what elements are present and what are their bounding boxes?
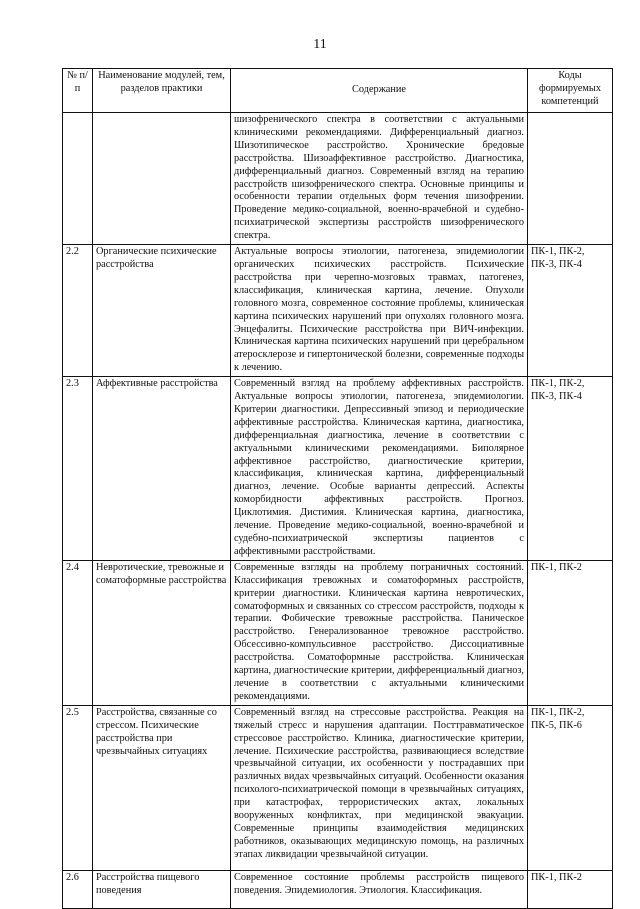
row-module-name: Органические психические расстройства [93,245,231,377]
row-content: Современные взгляды на проблему пограничных состояний. Классификация тревожных и соматоформных расстройств, критерии диагностики. Клиническая картина невротических, соматоформных и связанных со стрессом расстройств, подходы к терапии. Фобические тревожные расстройства. Паническое расстройство. Генерализованное тревожное расстройство. Обсессивно-компульсивное расстройство. Диссоциативные расстройства. Соматоформные расстройства. Клиническая картина, диагностические критерии, дифференциальный диагноз, лечение в соответствии с актуальными клиническими рекомендациями. [231,560,528,705]
row-content: Современный взгляд на проблему аффективных расстройств. Актуальные вопросы этиологии, патогенеза, эпидемиологии. Критерии диагностики. Депрессивный эпизод и периодические аффективные расстройства. Клиническая картина, диагностика, дифференциальная диагностика, лечение в соответствии с актуальными клиническими рекомендациями. Биполярное аффективное расстройство, диагностические критерии, классификация, клиническая картина, дифференциальный диагноз, лечение. Особые варианты депрессий. Аспекты коморбидности аффективных расстройств. Прогноз. Циклотимия. Дистимия. Клиническая картина, диагностика, лечение. Проведение медико-социальной, военно-врачебной и судебно-психиатрической экспертизы пациентов с аффективными расстройствами. [231,377,528,561]
header-content: Содержание [231,69,528,113]
row-number: 2.3 [63,377,93,561]
row-module-name: Расстройства пищевого поведения [93,870,231,908]
row-number [63,113,93,245]
curriculum-table [62,68,613,909]
row-competency-codes: ПК-1, ПК-2 [528,870,613,908]
row-number: 2.6 [63,870,93,908]
row-number: 2.4 [63,560,93,705]
table-header-row [63,69,613,113]
page-number: 11 [313,37,327,52]
row-content: Актуальные вопросы этиологии, патогенеза, эпидемиологии органических психических расстройств. Психические расстройства при черепно-мозговых травмах, патогенез, классификация, клиническая картина, лечение. Опухоли головного мозга, современное состояние проблемы, клиническая картина психических нарушений при опухолях головного мозга. Энцефалиты. Психические расстройства при ВИЧ-инфекции. Клиническая картина психических нарушений при церебральном атеросклерозе и гипертонической болезни, современные подходы к лечению. [231,245,528,377]
row-competency-codes: ПК-1, ПК-2, ПК-5, ПК-6 [528,705,613,870]
row-competency-codes: ПК-1, ПК-2, ПК-3, ПК-4 [528,377,613,561]
row-number: 2.5 [63,705,93,870]
row-module-name: Расстройства, связанные со стрессом. Психические расстройства при чрезвычайных ситуациях [93,705,231,870]
row-number: 2.2 [63,245,93,377]
header-module-name: Наименование модулей, тем, разделов практики [93,69,231,113]
row-content: Современное состояние проблемы расстройств пищевого поведения. Эпидемиология. Этиология. Классификация. [231,870,528,908]
table-row [63,560,613,705]
row-competency-codes: ПК-1, ПК-2, ПК-3, ПК-4 [528,245,613,377]
table-row [63,377,613,561]
row-module-name: Невротические, тревожные и соматоформные расстройства [93,560,231,705]
row-module-name [93,113,231,245]
header-competency-codes: Коды формируемых компетенций [528,69,613,113]
row-competency-codes: ПК-1, ПК-2 [528,560,613,705]
row-content: Современный взгляд на стрессовые расстройства. Реакция на тяжелый стресс и нарушения адаптации. Посттравматическое стрессовое расстройство. Клиника, диагностические критерии, лечение. Психические расстройства, развивающиеся вследствие чрезвычайной ситуации, их особенности у пострадавших при различных видах чрезвычайных ситуаций. Особенности оказания психолого-психиатрической помощи в чрезвычайных ситуациях, при катастрофах, террористических актах, локальных вооруженных конфликтах, при медицинской эвакуации. Современные принципы взаимодействия медицинских работников, оказывающих медицинскую помощь, на различных этапах ликвидации чрезвычайной ситуации. [231,705,528,870]
row-content: шизофренического спектра в соответствии с актуальными клиническими рекомендациями. Дифференциальный диагноз. Шизотипическое расстройство. Хронические бредовые расстройства. Шизоаффективное расстройство. Диагностика, дифференциальный диагноз. Современный взгляд на терапию расстройств шизофренического спектра. Основные принципы и особенности терапии отдельных форм течения шизофрении. Проведение медико-социальной, военно-врачебной и судебно-психиатрической экспертизы расстройств шизофренического спектра. [231,113,528,245]
table-row [63,113,613,245]
table-row [63,705,613,870]
row-module-name: Аффективные расстройства [93,377,231,561]
header-number: № п/п [63,69,93,113]
table-row [63,245,613,377]
table-row [63,870,613,908]
row-competency-codes [528,113,613,245]
